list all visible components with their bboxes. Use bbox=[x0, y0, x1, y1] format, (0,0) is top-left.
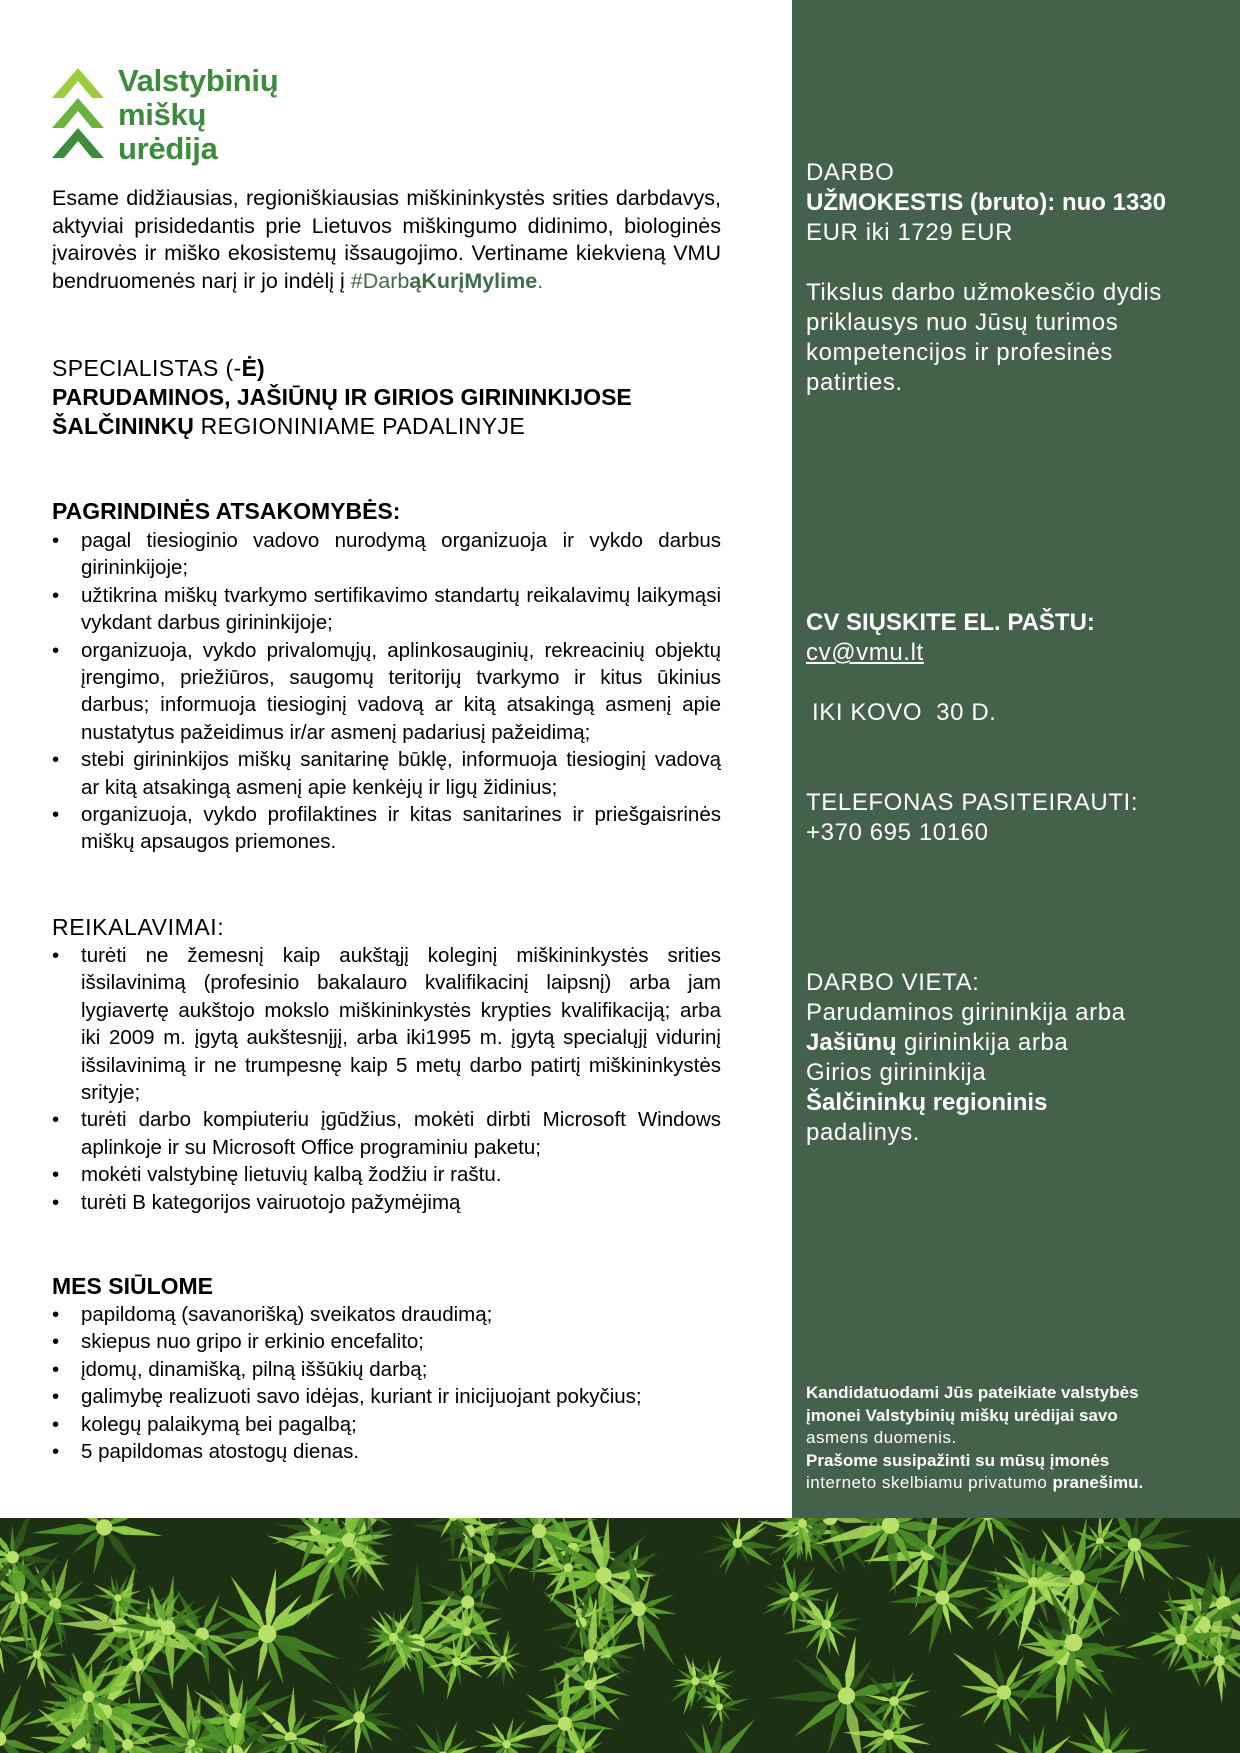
salary-block bbox=[806, 158, 1216, 398]
privacy-notice bbox=[806, 1382, 1180, 1495]
workplace-line: padalinys. bbox=[806, 1119, 921, 1146]
deadline bbox=[812, 698, 1216, 728]
job-location-line bbox=[52, 383, 752, 412]
workplace-line bbox=[806, 1088, 1216, 1118]
responsibilities-heading: PAGRINDINĖS ATSAKOMYBĖS: bbox=[52, 498, 401, 524]
logo-line: Valstybinių bbox=[118, 63, 279, 98]
moss-illustration bbox=[0, 1518, 1240, 1753]
list-item: • mokėti valstybinę lietuvių kalbą žodžiu ir raštu. bbox=[52, 1161, 721, 1188]
workplace-block bbox=[806, 968, 1216, 1148]
job-unit-rest: REGIONINIAME PADALINYJE bbox=[193, 413, 526, 439]
salary-amount bbox=[806, 188, 1216, 218]
hashtag bbox=[351, 269, 543, 293]
responsibilities-list bbox=[52, 527, 721, 856]
privacy-rest: asmens duomenis. bbox=[806, 1428, 957, 1447]
workplace-line bbox=[806, 1028, 1216, 1058]
list-item: • stebi girininkijos miškų sanitarinę būklę, informuoja tiesioginį vadovą ar kitą atsakingą asmenį apie kenkėjų ir ligų židinius; bbox=[52, 746, 721, 801]
requirements-list bbox=[52, 942, 721, 1216]
workplace-label: DARBO VIETA: bbox=[806, 969, 980, 996]
workplace-bold: Jašiūnų bbox=[806, 1029, 897, 1056]
list-item: • organizuoja, vykdo profilaktines ir kitas sanitarines ir priešgaisrinės miškų apsaugos priemones. bbox=[52, 801, 721, 856]
list-item: • turėti darbo kompiuteriu įgūdžius, mokėti dirbti Microsoft Windows aplinkoje ir su Microsoft Office programiniu paketu; bbox=[52, 1106, 721, 1161]
intro-paragraph bbox=[52, 185, 721, 295]
privacy-bold: Prašome susipažinti su mūsų įmonės bbox=[806, 1450, 1110, 1470]
list-item: • organizuoja, vykdo privalomųjų, aplinkosauginių, rekreacinių objektų įrengimo, priežiūros, saugomų teritorijų tvarkymo ir kitus ūkinius darbus; informuoja tiesioginį vadovą ar kitą atsakingą asmenį apie nustatytus pažeidimus ir/ar asmenį padariusį pažeidimą; bbox=[52, 637, 721, 747]
moss-photo bbox=[0, 1518, 1240, 1753]
salary-range: EUR iki 1729 EUR bbox=[806, 219, 1014, 246]
job-role-text: SPECIALISTAS (- bbox=[52, 355, 242, 381]
list-item: • įdomų, dinamišką, pilną iššūkių darbą; bbox=[52, 1356, 721, 1383]
list-item: • turėti B kategorijos vairuotojo pažymėjimą bbox=[52, 1189, 721, 1216]
workplace-unit: Šalčininkų regioninis bbox=[806, 1089, 1048, 1116]
job-title bbox=[52, 354, 752, 441]
list-item: • papildomą (savanorišką) sveikatos draudimą; bbox=[52, 1301, 721, 1328]
list-item: • užtikrina miškų tvarkymo sertifikavimo standartų reikalavimų laikymąsi vykdant darbus girininkijoje; bbox=[52, 582, 721, 637]
salary-amount-text: UŽMOKESTIS (bruto): nuo 1330 bbox=[806, 189, 1166, 216]
list-item: • kolegų palaikymą bei pagalbą; bbox=[52, 1411, 721, 1438]
company-logo bbox=[52, 64, 292, 174]
privacy-link-text[interactable]: pranešimu. bbox=[1052, 1473, 1144, 1492]
list-item: • turėti ne žemesnį kaip aukštąjį koleginį miškininkystės srities išsilavinimą (profesinio bakalauro kvalifikacinį laipsnį) arba jam lygiavertę aukštojo mokslo miškininkystės krypties kvalifikaciją; arba iki 2009 m. įgytą aukštesnįjį, arba iki1995 m. įgytą specialųjį vidurinį išsilavinimą ir ne trumpesnę kaip 5 metų darbo patirtį miškininkystės srityje; bbox=[52, 942, 721, 1106]
hashtag-prefix: #Darb bbox=[350, 268, 410, 293]
phone-label: TELEFONAS PASITEIRAUTI: bbox=[806, 789, 1139, 816]
intro-text: Esame didžiausias, regioniškiausias miškininkystės srities darbdavys, aktyviai prisidedantis prie Lietuvos miškingumo didinimo, biologinės įvairovės ir miško ekosistemų išsaugojimo. Vertiname kiekvieną VMU bendruomenės narį ir jo indėlį į bbox=[52, 186, 721, 293]
privacy-paragraph-2 bbox=[806, 1450, 1180, 1495]
apply-heading bbox=[806, 608, 1216, 638]
job-role-suffix: Ė) bbox=[241, 355, 265, 381]
job-role bbox=[52, 354, 752, 383]
deadline-month: IKI KOVO bbox=[812, 699, 923, 726]
logo-wordmark bbox=[118, 64, 278, 166]
salary-label: DARBO bbox=[806, 159, 895, 186]
deadline-day: 30 D. bbox=[936, 699, 997, 726]
workplace-line: Girios girininkija bbox=[806, 1059, 987, 1086]
privacy-rest: interneto skelbiamu privatumo bbox=[806, 1473, 1048, 1492]
apply-block bbox=[806, 608, 1216, 668]
tree-logo-icon bbox=[52, 68, 104, 170]
hashtag-bold: ąKurįMylime bbox=[409, 268, 538, 293]
phone-block bbox=[806, 788, 1216, 848]
job-unit-line bbox=[52, 412, 752, 441]
workplace-rest: girininkija arba bbox=[896, 1029, 1069, 1056]
logo-line: miškų bbox=[118, 97, 207, 132]
privacy-paragraph-1 bbox=[806, 1382, 1180, 1450]
list-item: • skiepus nuo gripo ir erkinio encefalito; bbox=[52, 1328, 721, 1355]
job-unit-bold: ŠALČININKŲ bbox=[52, 413, 194, 439]
salary-note: Tikslus darbo užmokesčio dydis priklausys nuo Jūsų turimos kompetencijos ir profesinės patirties. bbox=[806, 279, 1162, 396]
hashtag-suffix: . bbox=[537, 268, 544, 293]
apply-heading-text: CV SIŲSKITE EL. PAŠTU: bbox=[806, 609, 1095, 636]
phone-number[interactable]: +370 695 10160 bbox=[806, 819, 989, 846]
list-item: • 5 papildomas atostogų dienas. bbox=[52, 1438, 721, 1465]
email-link[interactable]: cv@vmu.lt bbox=[806, 639, 924, 666]
logo-line: urėdija bbox=[118, 131, 218, 166]
job-location-text: PARUDAMINOS, JAŠIŪNŲ IR GIRIOS GIRININKIJOSE bbox=[52, 384, 632, 410]
privacy-bold: Kandidatuodami Jūs pateikiate valstybės įmonei Valstybinių miškų urėdijai savo bbox=[806, 1383, 1139, 1425]
list-item: • galimybę realizuoti savo idėjas, kuriant ir inicijuojant pokyčius; bbox=[52, 1383, 721, 1410]
info-sidebar bbox=[792, 0, 1240, 1518]
list-item: • pagal tiesioginio vadovo nurodymą organizuoja ir vykdo darbus girininkijoje; bbox=[52, 527, 721, 582]
workplace-line: Parudaminos girininkija arba bbox=[806, 999, 1126, 1026]
offer-list bbox=[52, 1301, 721, 1465]
offer-heading: MES SIŪLOME bbox=[52, 1273, 214, 1299]
requirements-heading: REIKALAVIMAI: bbox=[52, 914, 225, 940]
